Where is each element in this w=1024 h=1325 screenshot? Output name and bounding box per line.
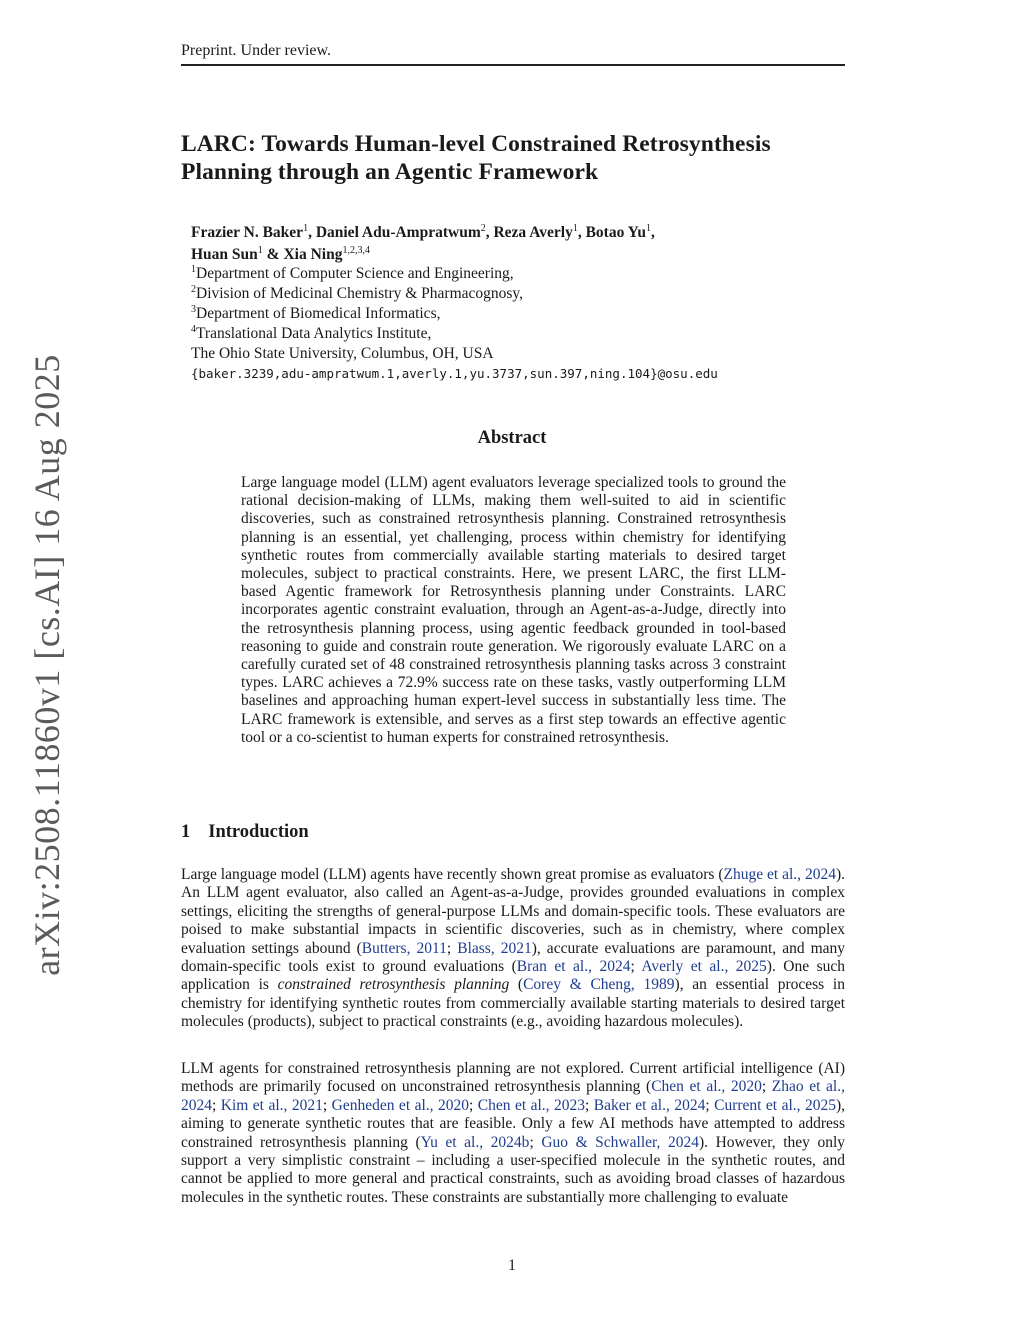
emphasized-term: constrained retrosynthesis planning	[277, 976, 510, 994]
author-line-2: Huan Sun$^1$ & Xia Ning$^{1,2,3,4}$	[191, 244, 370, 263]
citation-link[interactable]: Guo & Schwaller, 2024	[541, 1133, 699, 1151]
body-text: ;	[469, 1096, 478, 1114]
body-text: ;	[630, 958, 642, 976]
intro-paragraph-1	[181, 866, 845, 1032]
affiliation-line	[191, 284, 718, 304]
body-text: Large language model (LLM) agents have recently shown great promise as evaluators (	[181, 866, 724, 883]
abstract-body: Large language model (LLM) agent evaluators leverage specialized tools to ground the rational decision-making of LLMs, making them well-suited to aid in scientific discoveries, such as constrained retrosynthesis planning. Constrained retrosynthesis planning is an essential, yet challenging, process within chemistry for identifying synthetic routes from commercially available starting materials to desired target molecules, subject to practical constraints. Here, we present LARC, the first LLM-based Agentic framework for Retrosynthesis planning under Constraints. LARC incorporates agentic constraint evaluation, through an Agent-as-a-Judge, directly into the retrosynthesis planning process, using agentic feedback grounded in tool-based reasoning to guide and constrain route generation. We rigorously evaluate LARC on a carefully curated set of 48 constrained retrosynthesis planning tasks across 3 constraint types. LARC achieves a 72.9% success rate on these tasks, vastly outperforming LLM baselines and approaching human expert-level success in substantially less time. The LARC framework is extensible, and serves as a first step towards an effective agentic tool or a co-scientist to human experts for constrained retrosynthesis.	[241, 474, 786, 746]
affiliation-text: Translational Data Analytics Institute,	[196, 325, 432, 342]
arxiv-identifier: arXiv:2508.11860v1 [cs.AI] 16 Aug 2025	[27, 354, 67, 976]
body-text: LLM agents for constrained retrosynthesis planning are not explored. Current artificial intelligence (AI) methods are primarily focused on unconstrained retrosynthesis planning (	[181, 1060, 845, 1096]
author-affil-mark: 1	[257, 244, 263, 256]
abstract-heading: Abstract	[477, 428, 547, 448]
body-text: ;	[529, 1133, 542, 1151]
section-number: 1	[181, 822, 191, 842]
section-heading-introduction	[181, 822, 309, 843]
body-text: ;	[212, 1096, 221, 1114]
author-name: Xia Ning	[283, 246, 343, 263]
body-text: ;	[322, 1096, 332, 1114]
author-affil-mark: 2	[480, 222, 486, 234]
body-text: (	[509, 976, 524, 994]
body-text: ;	[761, 1078, 772, 1096]
page-number: 1	[508, 1257, 516, 1274]
university-line: The Ohio State University, Columbus, OH, USA	[191, 345, 494, 362]
title-line-2: Planning through an Agentic Framework	[181, 159, 599, 185]
citation-link[interactable]: Zhao et al., 2024	[181, 1078, 845, 1114]
citation-link[interactable]: Genheden et al., 2020	[331, 1096, 469, 1114]
author-name: Huan Sun	[191, 246, 258, 263]
citation-link[interactable]: Butters, 2011	[361, 939, 447, 957]
affiliation-text: Department of Biomedical Informatics,	[196, 305, 441, 322]
header-rule	[181, 64, 845, 66]
affiliation-line	[191, 304, 718, 324]
author-line-1: Frazier N. Baker$^1$, Daniel Adu-Ampratwum$^2$, Reza Averly$^1$, Botao Yu$^1$,	[191, 222, 655, 241]
citation-link[interactable]: Corey & Cheng, 1989	[523, 976, 675, 994]
affiliation-mark: 3	[191, 303, 196, 315]
author-list	[191, 222, 655, 266]
citation-link[interactable]: Bran et al., 2024	[516, 958, 631, 976]
section-title: Introduction	[208, 822, 309, 842]
affiliation-text: Department of Computer Science and Engineering,	[196, 265, 514, 282]
intro-paragraph-2	[181, 1060, 845, 1207]
body-text: ), accurate evaluations are paramount, and many domain-specific tools exist to ground evaluations (	[181, 939, 846, 976]
affiliation-text: Division of Medicinal Chemistry & Pharmacognosy,	[196, 285, 524, 302]
citation-link[interactable]: Yu et al., 2024b	[420, 1133, 530, 1151]
affiliations	[191, 264, 718, 384]
citation-link[interactable]: Chen et al., 2020	[651, 1078, 762, 1096]
affiliation-mark: 1	[191, 263, 196, 275]
author-affil-mark: 1,2,3,4	[342, 244, 370, 256]
running-header: Preprint. Under review.	[181, 42, 332, 59]
author-name: Daniel Adu-Ampratwum	[315, 224, 481, 241]
affiliation-mark: 4	[191, 323, 196, 335]
body-text: ). An LLM agent evaluator, also called an Agent-as-a-Judge, provides grounded evaluations in complex settings, eliciting the strengths of general-purpose LLMs and domain-specific tools. These evaluators are poised to make substantial impacts in scientific discoveries, such as in chemistry, where complex evaluation settings abound (	[181, 866, 845, 957]
body-text: ;	[705, 1096, 715, 1114]
author-affil-mark: 1	[572, 222, 578, 234]
author-name: Botao Yu	[585, 224, 647, 241]
citation-link[interactable]: Averly et al., 2025	[641, 958, 767, 976]
citation-link[interactable]: Kim et al., 2021	[220, 1096, 323, 1114]
paper-title	[181, 130, 845, 186]
citation-link[interactable]: Blass, 2021	[457, 939, 532, 957]
citation-link[interactable]: Current et al., 2025	[714, 1096, 836, 1114]
author-name: Frazier N. Baker	[191, 224, 304, 241]
affiliation-mark: 2	[191, 283, 196, 295]
citation-link[interactable]: Chen et al., 2023	[477, 1096, 586, 1114]
body-text: ;	[585, 1096, 594, 1114]
citation-link[interactable]: Zhuge et al., 2024	[723, 866, 836, 883]
affiliation-line	[191, 264, 718, 284]
body-text: ;	[446, 939, 458, 957]
email-line[interactable]: {baker.3239,adu-ampratwum.1,averly.1,yu.3737,sun.397,ning.104}@osu.edu	[191, 366, 718, 381]
body-text: ), an essential process in chemistry for identifying synthetic routes from commercially available starting materials to desired target molecules (products), subject to practical constraints (e.g., avoiding hazardous molecules).	[181, 976, 845, 1031]
affiliation-line	[191, 324, 718, 344]
citation-link[interactable]: Baker et al., 2024	[593, 1096, 706, 1114]
title-line-1: LARC: Towards Human-level Constrained Retrosynthesis	[181, 131, 771, 157]
author-name: Reza Averly	[493, 224, 573, 241]
author-affil-mark: 1	[646, 222, 652, 234]
body-text: ). One such application is	[181, 958, 845, 994]
author-affil-mark: 1	[303, 222, 309, 234]
body-text: ), aiming to generate synthetic routes that are feasible. Only a few AI methods have attempted to address constrained retrosynthesis planning (	[181, 1096, 846, 1151]
body-text: ). However, they only support a very simplistic constraint – including a user-specified molecule in the synthetic routes, and cannot be applied to more general and practical constraints, such as avoiding broad classes of hazardous molecules in the synthetic routes. These constraints are substantially more challenging to evaluate	[181, 1133, 846, 1206]
